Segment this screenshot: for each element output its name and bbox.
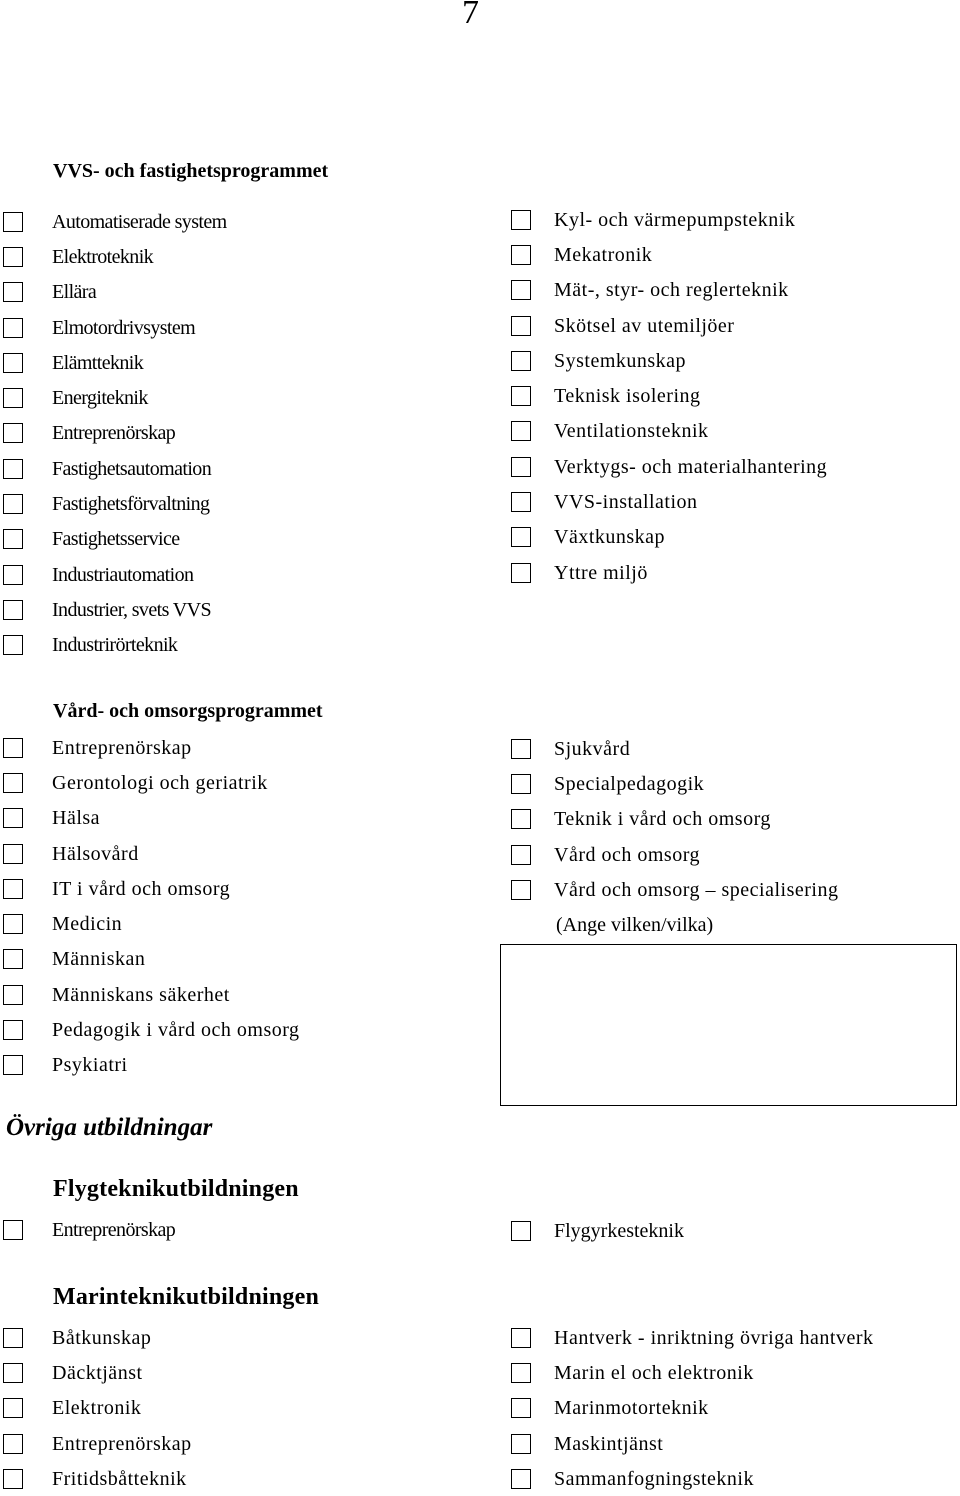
- vard-section-title: Vård- och omsorgsprogrammet: [53, 700, 323, 722]
- specify-textbox[interactable]: [500, 944, 957, 1106]
- checkbox-item[interactable]: [3, 310, 227, 345]
- checkbox[interactable]: [3, 635, 23, 655]
- checkbox-label: Däcktjänst: [52, 1361, 143, 1384]
- checkbox-label: Specialpedagogik: [554, 772, 705, 795]
- checkbox-item[interactable]: [3, 977, 300, 1012]
- checkbox-item[interactable]: [511, 1461, 874, 1496]
- checkbox[interactable]: [3, 1398, 23, 1418]
- checkbox-label: Hantverk - inriktning övriga hantverk: [554, 1326, 874, 1349]
- checkbox-label: Entreprenörskap: [52, 736, 192, 759]
- checkbox-label: Marin el och elektronik: [554, 1361, 754, 1384]
- checkbox[interactable]: [3, 844, 23, 864]
- checkbox-label: Växtkunskap: [554, 526, 666, 549]
- checkbox-item[interactable]: [511, 237, 827, 272]
- checkbox[interactable]: [511, 316, 531, 336]
- checkbox[interactable]: [3, 318, 23, 338]
- checkbox[interactable]: [3, 212, 23, 232]
- checkbox-label: Flygyrkesteknik: [554, 1219, 684, 1242]
- checkbox-label: Fastighetsservice: [52, 528, 180, 551]
- checkbox-item[interactable]: [3, 345, 227, 380]
- checkbox-label: IT i vård och omsorg: [52, 877, 231, 900]
- checkbox[interactable]: [3, 529, 23, 549]
- checkbox[interactable]: [3, 949, 23, 969]
- marin-right-column: [511, 1320, 874, 1496]
- checkbox-label: VVS-installation: [554, 491, 698, 514]
- checkbox[interactable]: [3, 494, 23, 514]
- specify-note: (Ange vilken/vilka): [556, 914, 714, 936]
- checkbox-label: Yttre miljö: [554, 561, 648, 584]
- checkbox-item[interactable]: [3, 1461, 192, 1496]
- checkbox-item[interactable]: [3, 1391, 192, 1426]
- checkbox[interactable]: [3, 773, 23, 793]
- checkbox[interactable]: [3, 879, 23, 899]
- checkbox-label: Teknisk isolering: [554, 385, 701, 408]
- checkbox[interactable]: [511, 563, 531, 583]
- checkbox-item[interactable]: [3, 1320, 192, 1355]
- checkbox-label: Elektronik: [52, 1397, 142, 1420]
- vvs-left-column: [3, 204, 227, 663]
- checkbox[interactable]: [511, 1363, 531, 1383]
- marin-section-title: Marinteknikutbildningen: [53, 1284, 320, 1310]
- checkbox[interactable]: [511, 809, 531, 829]
- checkbox-label: Fritidsbåtteknik: [52, 1467, 187, 1490]
- checkbox-item[interactable]: [511, 837, 838, 872]
- vard-right-column: [511, 731, 838, 907]
- checkbox-item[interactable]: [3, 416, 227, 451]
- checkbox-item[interactable]: [511, 1391, 874, 1426]
- checkbox-item[interactable]: [3, 204, 227, 239]
- checkbox-item[interactable]: [3, 557, 227, 592]
- checkbox[interactable]: [511, 845, 531, 865]
- checkbox-item[interactable]: [3, 765, 300, 800]
- checkbox-item[interactable]: [511, 484, 827, 519]
- checkbox[interactable]: [3, 808, 23, 828]
- vvs-section-title: VVS- och fastighetsprogrammet: [53, 160, 329, 182]
- checkbox[interactable]: [3, 738, 23, 758]
- checkbox-item[interactable]: [3, 836, 300, 871]
- checkbox-label: Gerontologi och geriatrik: [52, 771, 268, 794]
- checkbox-label: Teknik i vård och omsorg: [554, 808, 771, 831]
- flyg-left-column: [3, 1212, 175, 1247]
- checkbox-label: Elektroteknik: [52, 245, 154, 268]
- checkbox[interactable]: [3, 1328, 23, 1348]
- checkbox-item[interactable]: [511, 202, 827, 237]
- checkbox-item[interactable]: [3, 871, 300, 906]
- checkbox-label: Pedagogik i vård och omsorg: [52, 1019, 300, 1042]
- checkbox[interactable]: [511, 527, 531, 547]
- checkbox[interactable]: [3, 600, 23, 620]
- checkbox[interactable]: [511, 1469, 531, 1489]
- marin-left-column: [3, 1320, 192, 1496]
- checkbox-label: Fastighetsförvaltning: [52, 493, 210, 516]
- checkbox[interactable]: [3, 985, 23, 1005]
- checkbox-label: Ellära: [52, 281, 97, 304]
- checkbox[interactable]: [3, 1055, 23, 1075]
- checkbox-label: Maskintjänst: [554, 1432, 664, 1455]
- checkbox[interactable]: [511, 245, 531, 265]
- checkbox-item[interactable]: [511, 1426, 874, 1461]
- checkbox[interactable]: [511, 1328, 531, 1348]
- checkbox-item[interactable]: [511, 414, 827, 449]
- flyg-right-column: [511, 1213, 684, 1248]
- checkbox[interactable]: [3, 247, 23, 267]
- checkbox-label: Människan: [52, 948, 146, 971]
- checkbox-item[interactable]: [3, 1212, 175, 1247]
- checkbox-label: Hälsa: [52, 807, 101, 830]
- checkbox-label: Båtkunskap: [52, 1326, 152, 1349]
- checkbox-item[interactable]: [3, 1426, 192, 1461]
- checkbox[interactable]: [3, 423, 23, 443]
- checkbox-item[interactable]: [511, 1213, 684, 1248]
- checkbox[interactable]: [3, 353, 23, 373]
- checkbox-item[interactable]: [3, 906, 300, 941]
- vard-left-column: [3, 730, 300, 1083]
- checkbox[interactable]: [3, 1434, 23, 1454]
- checkbox[interactable]: [3, 1363, 23, 1383]
- checkbox-item[interactable]: [3, 451, 227, 486]
- checkbox-item[interactable]: [3, 275, 227, 310]
- checkbox-item[interactable]: [511, 766, 838, 801]
- checkbox-item[interactable]: [3, 1355, 192, 1390]
- checkbox-label: Marinmotorteknik: [554, 1397, 709, 1420]
- checkbox-label: Medicin: [52, 913, 123, 936]
- checkbox[interactable]: [511, 457, 531, 477]
- checkbox-label: Entreprenörskap: [52, 1218, 176, 1241]
- checkbox[interactable]: [3, 388, 23, 408]
- checkbox[interactable]: [511, 1398, 531, 1418]
- checkbox-label: Entreprenörskap: [52, 422, 176, 445]
- checkbox[interactable]: [3, 282, 23, 302]
- checkbox[interactable]: [511, 1221, 531, 1241]
- checkbox-label: Psykiatri: [52, 1054, 128, 1077]
- checkbox-item[interactable]: [511, 520, 827, 555]
- checkbox-item[interactable]: [3, 801, 300, 836]
- checkbox[interactable]: [511, 351, 531, 371]
- checkbox-item[interactable]: [3, 1012, 300, 1047]
- checkbox-item[interactable]: [511, 343, 827, 378]
- checkbox-item[interactable]: [3, 486, 227, 521]
- checkbox-item[interactable]: [511, 802, 838, 837]
- checkbox-item[interactable]: [511, 449, 827, 484]
- checkbox-label: Människans säkerhet: [52, 983, 230, 1006]
- checkbox-label: Verktygs- och materialhantering: [554, 455, 828, 478]
- checkbox[interactable]: [511, 421, 531, 441]
- checkbox-label: Kyl- och värmepumpsteknik: [554, 208, 796, 231]
- checkbox[interactable]: [3, 1469, 23, 1489]
- checkbox-label: Mät-, styr- och reglerteknik: [554, 279, 789, 302]
- checkbox[interactable]: [3, 1220, 23, 1240]
- checkbox-item[interactable]: [3, 239, 227, 274]
- checkbox[interactable]: [511, 1434, 531, 1454]
- checkbox[interactable]: [511, 280, 531, 300]
- checkbox-item[interactable]: [3, 730, 300, 765]
- checkbox-item[interactable]: [3, 628, 227, 663]
- checkbox-item[interactable]: [3, 592, 227, 627]
- checkbox-item[interactable]: [511, 1355, 874, 1390]
- checkbox-label: Ventilationsteknik: [554, 420, 709, 443]
- checkbox-item[interactable]: [511, 1320, 874, 1355]
- checkbox-item[interactable]: [511, 273, 827, 308]
- checkbox-label: Vård och omsorg – specialisering: [554, 878, 839, 901]
- checkbox[interactable]: [511, 739, 531, 759]
- checkbox-label: Fastighetsautomation: [52, 457, 212, 480]
- checkbox-label: Sammanfogningsteknik: [554, 1467, 754, 1490]
- checkbox[interactable]: [511, 386, 531, 406]
- checkbox-item[interactable]: [3, 522, 227, 557]
- checkbox[interactable]: [3, 565, 23, 585]
- flyg-section-title: Flygteknikutbildningen: [53, 1176, 299, 1202]
- checkbox-item[interactable]: [511, 308, 827, 343]
- checkbox[interactable]: [511, 210, 531, 230]
- checkbox[interactable]: [3, 459, 23, 479]
- checkbox-label: Mekatronik: [554, 243, 653, 266]
- checkbox[interactable]: [511, 492, 531, 512]
- checkbox-item[interactable]: [3, 942, 300, 977]
- checkbox-label: Industrier, svets VVS: [52, 598, 212, 621]
- checkbox[interactable]: [511, 880, 531, 900]
- checkbox-item[interactable]: [3, 380, 227, 415]
- checkbox[interactable]: [511, 774, 531, 794]
- checkbox-label: Sjukvård: [554, 737, 631, 760]
- checkbox-label: Elmotordrivsystem: [52, 316, 196, 339]
- checkbox-label: Entreprenörskap: [52, 1432, 192, 1455]
- checkbox-item[interactable]: [511, 872, 838, 907]
- checkbox-label: Automatiserade system: [52, 210, 227, 233]
- checkbox-item[interactable]: [3, 1048, 300, 1083]
- checkbox-label: Skötsel av utemiljöer: [554, 314, 735, 337]
- checkbox-item[interactable]: [511, 731, 838, 766]
- ovriga-title: Övriga utbildningar: [6, 1114, 213, 1141]
- checkbox-label: Elämtteknik: [52, 351, 144, 374]
- checkbox-label: Systemkunskap: [554, 349, 687, 372]
- page-number: 7: [462, 0, 479, 31]
- checkbox-label: Industriautomation: [52, 563, 194, 586]
- checkbox-label: Industrirörteknik: [52, 634, 178, 657]
- checkbox-item[interactable]: [511, 378, 827, 413]
- checkbox-label: Vård och omsorg: [554, 843, 700, 866]
- checkbox-label: Hälsovård: [52, 842, 139, 865]
- checkbox-item[interactable]: [511, 555, 827, 590]
- checkbox[interactable]: [3, 1020, 23, 1040]
- vvs-right-column: [511, 202, 827, 590]
- checkbox-label: Energiteknik: [52, 387, 148, 410]
- checkbox[interactable]: [3, 914, 23, 934]
